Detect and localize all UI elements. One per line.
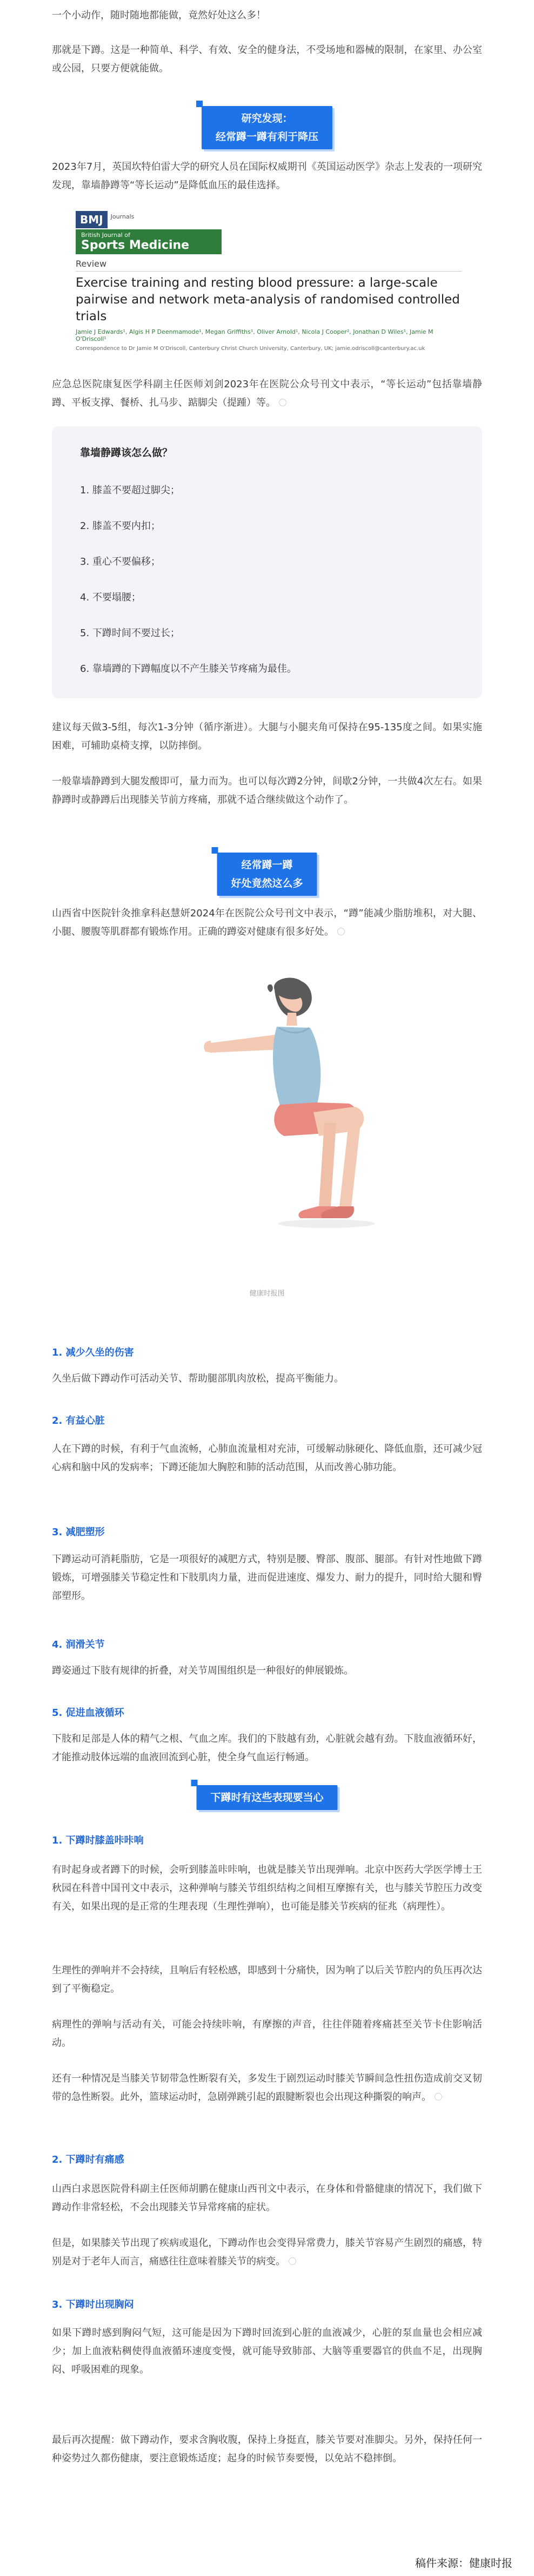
para-time: 一般靠墙静蹲到大腿发酸即可，量力而为。也可以每次蹲2分钟，间歇2分钟，一共做4次左右。如果静蹲时或静蹲后出现膝关节前方疼痛，那就不适合继续做这个动作了。 bbox=[52, 776, 482, 805]
benefit-2-text: 人在下蹲的时候，有利于气血流畅，心肺血流量相对充沛，可缓解动脉硬化、降低血脂，还可减少冠心病和脑中风的发病率；下蹲还能加大胸腔和肺的活动范围，从而改善心肺功能。 bbox=[52, 1443, 482, 1473]
warning-3-title: 3. 下蹲时出现胸闷 bbox=[52, 2299, 134, 2310]
study-intro-wrap bbox=[52, 158, 482, 195]
benefit-4-title: 4. 润滑关节 bbox=[52, 1639, 105, 1650]
para-benefits-intro-text: 山西省中医院针灸推拿科赵慧妍2024年在医院公众号刊文中表示，“蹲”能减少脂肪堆积，对大腿、小腿、腰腹等肌群都有锻炼作用。正确的蹲姿对健康有很多好处。 bbox=[52, 908, 482, 937]
section-title-warnings bbox=[196, 1785, 337, 1810]
section-title-benefits-line2: 好处竟然这么多 bbox=[231, 877, 303, 889]
tip-item-2: 2. 膝盖不要内扣； bbox=[80, 520, 161, 532]
paper-authors: Jamie J Edwards¹, Algis H P Deenmamode¹, Megan Griffiths¹, Oliver Arnold¹, Nicola J Cooper², Jonathan D Wiles¹, Jamie M O'Driscoll¹ bbox=[76, 328, 433, 342]
journal-small: British Journal of bbox=[81, 232, 130, 239]
warning-2-para-1-wrap bbox=[52, 2180, 482, 2217]
paper-type: Review bbox=[76, 259, 462, 272]
warning-1-para-1-wrap bbox=[52, 1861, 482, 1916]
circle-icon bbox=[435, 2093, 442, 2101]
warning-1-para-1: 有时起身或者蹲下的时候，会听到膝盖咔咔响，也就是膝关节出现弹响。北京中医药大学医学博士王秋园在科普中国刊文中表示，这种弹响与膝关节组织结构之间相互摩擦有关，也与膝关节腔压力改变有关，如果出现的是正常的生理表现（生理性弹响），也可能是膝关节疾病的征兆（病理性）。 bbox=[52, 1864, 482, 1912]
article-source: 稿件来源：健康时报 bbox=[415, 2557, 512, 2570]
warning-1-para-2-wrap bbox=[52, 1961, 482, 1998]
para-sets-wrap bbox=[52, 718, 482, 755]
journal-banner bbox=[76, 229, 222, 254]
warning-2-para-2 bbox=[52, 2234, 482, 2271]
warning-1-para-3-wrap bbox=[52, 2016, 482, 2052]
warning-3-para-1-wrap bbox=[52, 2324, 482, 2379]
benefit-2-title: 2. 有益心脏 bbox=[52, 1415, 105, 1426]
circle-icon bbox=[337, 928, 345, 935]
section-title-warnings-text: 下蹲时有这些表现要当心 bbox=[210, 1792, 324, 1804]
tip-item-6: 6. 靠墙蹲的下蹲幅度以不产生膝关节疼痛为最佳。 bbox=[80, 663, 297, 675]
warning-1-para-2: 生理性的弹响并不会持续，且响后有轻松感，即感到十分痛快，因为响了以后关节腔内的负压再次达到了平衡稳定。 bbox=[52, 1965, 482, 1994]
benefit-4-text-wrap bbox=[52, 1662, 482, 1680]
paper-title: Exercise training and resting blood pressure: a large-scale pairwise and network meta-analysis of randomised controlled trials bbox=[76, 276, 460, 323]
circle-icon bbox=[279, 399, 286, 406]
para-exercises bbox=[52, 375, 482, 412]
image-caption: 健康时报图 bbox=[249, 1290, 285, 1298]
tip-item-4: 4. 不要塌腰； bbox=[80, 592, 141, 603]
benefit-3-title: 3. 减肥塑形 bbox=[52, 1527, 105, 1538]
benefit-5-text: 下肢和足部是人体的精气之根、气血之库。我们的下肢越有劲，心脏就会越有劲。下肢血液循环好，才能推动肢体远端的血液回流到心脏，使全身气血运行畅通。 bbox=[52, 1733, 482, 1763]
paper-header bbox=[76, 211, 462, 228]
warning-3-para-2: 最后再次提醒：做下蹲动作，要求含胸收腹，保持上身挺直，膝关节要对准脚尖。另外，保持任何一种姿势过久都伤健康，要注意锻炼适度；起身的时候节奏要慢，以免站不稳摔倒。 bbox=[52, 2434, 482, 2464]
section-title-research-line1: 研究发现： bbox=[241, 113, 293, 124]
benefit-3-text: 下蹲运动可消耗脂肪，它是一项很好的减肥方式，特别是腰、臀部、腹部、腿部。有针对性地做下蹲锻炼，可增强膝关节稳定性和下肢肌肉力量，进而促进速度、爆发力、耐力的提升，同时给大腿和臀部塑形。 bbox=[52, 1554, 482, 1602]
journal-name: Sports Medicine bbox=[81, 239, 190, 252]
benefit-4-text: 蹲姿通过下肢有规律的折叠，对关节周围组织是一种很好的伸展锻炼。 bbox=[52, 1665, 353, 1676]
benefit-3-text-wrap bbox=[52, 1550, 482, 1606]
paper-card bbox=[76, 211, 462, 356]
warning-2-title: 2. 下蹲时有痛感 bbox=[52, 2154, 124, 2165]
warning-2-para-2-wrap bbox=[52, 2234, 482, 2271]
intro-line-2: 那就是下蹲。这是一种简单、科学、有效、安全的健身法，不受场地和器械的限制，在家里、办公室或公园，只要方便就能做。 bbox=[52, 44, 482, 74]
para-benefits-intro bbox=[52, 904, 482, 941]
warning-1-title: 1. 下蹲时膝盖咔咔响 bbox=[52, 1835, 144, 1846]
section-title-benefits bbox=[217, 853, 317, 896]
para-benefits-intro-wrap bbox=[52, 904, 482, 941]
paper-correspondence: Correspondence to Dr Jamie M O'Driscoll, Canterbury Christ Church University, Canterbury, UK; jamie.odriscoll@canterbury.ac.uk bbox=[76, 346, 425, 352]
study-intro: 2023年7月，英国坎特伯雷大学的研究人员在国际权威期刊《英国运动医学》杂志上发表的一项研究发现，靠墙静蹲等“等长运动”是降低血压的最佳选择。 bbox=[52, 161, 482, 191]
para-exercises-wrap bbox=[52, 375, 482, 412]
para-sets: 建议每天做3-5组，每次1-3分钟（循序渐进）。大腿与小腿夹角可保持在95-135度之间。如果实施困难，可辅助桌椅支撑，以防摔倒。 bbox=[52, 722, 482, 751]
tip-item-1: 1. 膝盖不要超过脚尖； bbox=[80, 485, 180, 496]
warning-1-para-4 bbox=[52, 2070, 482, 2106]
intro-line-1-wrap bbox=[52, 6, 482, 25]
bmj-logo-sub: Journals bbox=[110, 213, 135, 220]
warning-1-para-3: 病理性的弹响与活动有关，可能会持续咔响，有摩擦的声音，往往伴随着疼痛甚至关节卡住影响活动。 bbox=[52, 2019, 482, 2049]
benefit-5-title: 5. 促进血液循环 bbox=[52, 1707, 124, 1719]
warning-2-para-1: 山西白求恩医院骨科副主任医师胡鹏在健康山西刊文中表示，在身体和骨骼健康的情况下，我们做下蹲动作非常轻松，不会出现膝关节异常疼痛的症状。 bbox=[52, 2183, 482, 2213]
benefit-1-title: 1. 减少久坐的伤害 bbox=[52, 1347, 134, 1358]
bmj-logo: BMJ bbox=[76, 211, 108, 228]
warning-1-para-4-wrap bbox=[52, 2070, 482, 2106]
para-exercises-text: 应急总医院康复医学科副主任医师刘剑2023年在医院公众号刊文中表示，“等长运动”包括靠墙静蹲、平板支撑、餐桥、扎马步、踮脚尖（提踵）等。 bbox=[52, 379, 482, 408]
section-title-research-line2: 经常蹲一蹲有利于降压 bbox=[215, 131, 319, 143]
intro-line-1: 一个小动作，随时随地都能做，竟然好处这么多！ bbox=[52, 10, 266, 21]
benefit-2-text-wrap bbox=[52, 1440, 482, 1477]
squat-illustration bbox=[189, 974, 398, 1277]
warning-1-para-4-text: 还有一种情况是当膝关节韧带急性断裂有关，多发生于剧烈运动时膝关节瞬间急性扭伤造成前交叉韧带的急性断裂。此外，篮球运动时，急剧弹跳引起的跟腱断裂也会出现这种撕裂的响声。 bbox=[52, 2073, 482, 2103]
tips-box bbox=[52, 426, 482, 698]
warning-3-para-1: 如果下蹲时感到胸闷气短，这可能是因为下蹲时回流到心脏的血液减少，心脏的泵血量也会相应减少；加上血液粘稠使得血液循环速度变慢，就可能导致肺部、大脑等重要器官的供血不足，出现胸闷、呼吸困难的现象。 bbox=[52, 2327, 482, 2375]
benefit-5-text-wrap bbox=[52, 1730, 482, 1767]
para-time-wrap bbox=[52, 772, 482, 809]
tip-item-3: 3. 重心不要偏移； bbox=[80, 556, 161, 567]
benefit-1-text: 久坐后做下蹲动作可活动关节、帮助腿部肌肉放松，提高平衡能力。 bbox=[52, 1373, 344, 1384]
intro-line-2-wrap bbox=[52, 41, 482, 78]
warning-3-para-2-wrap bbox=[52, 2431, 482, 2468]
circle-icon bbox=[289, 2257, 296, 2265]
benefit-1-text-wrap bbox=[52, 1370, 482, 1388]
section-title-benefits-line1: 经常蹲一蹲 bbox=[241, 859, 293, 871]
tips-title: 靠墙静蹲该怎么做？ bbox=[80, 447, 173, 459]
tip-item-5: 5. 下蹲时间不要过长； bbox=[80, 628, 180, 639]
warning-2-para-2-text: 但是，如果膝关节出现了疾病或退化，下蹲动作也会变得异常费力，膝关节容易产生剧烈的痛感，特别是对于老年人而言，痛感往往意味着膝关节的病变。 bbox=[52, 2237, 482, 2267]
section-title-research bbox=[202, 106, 332, 149]
